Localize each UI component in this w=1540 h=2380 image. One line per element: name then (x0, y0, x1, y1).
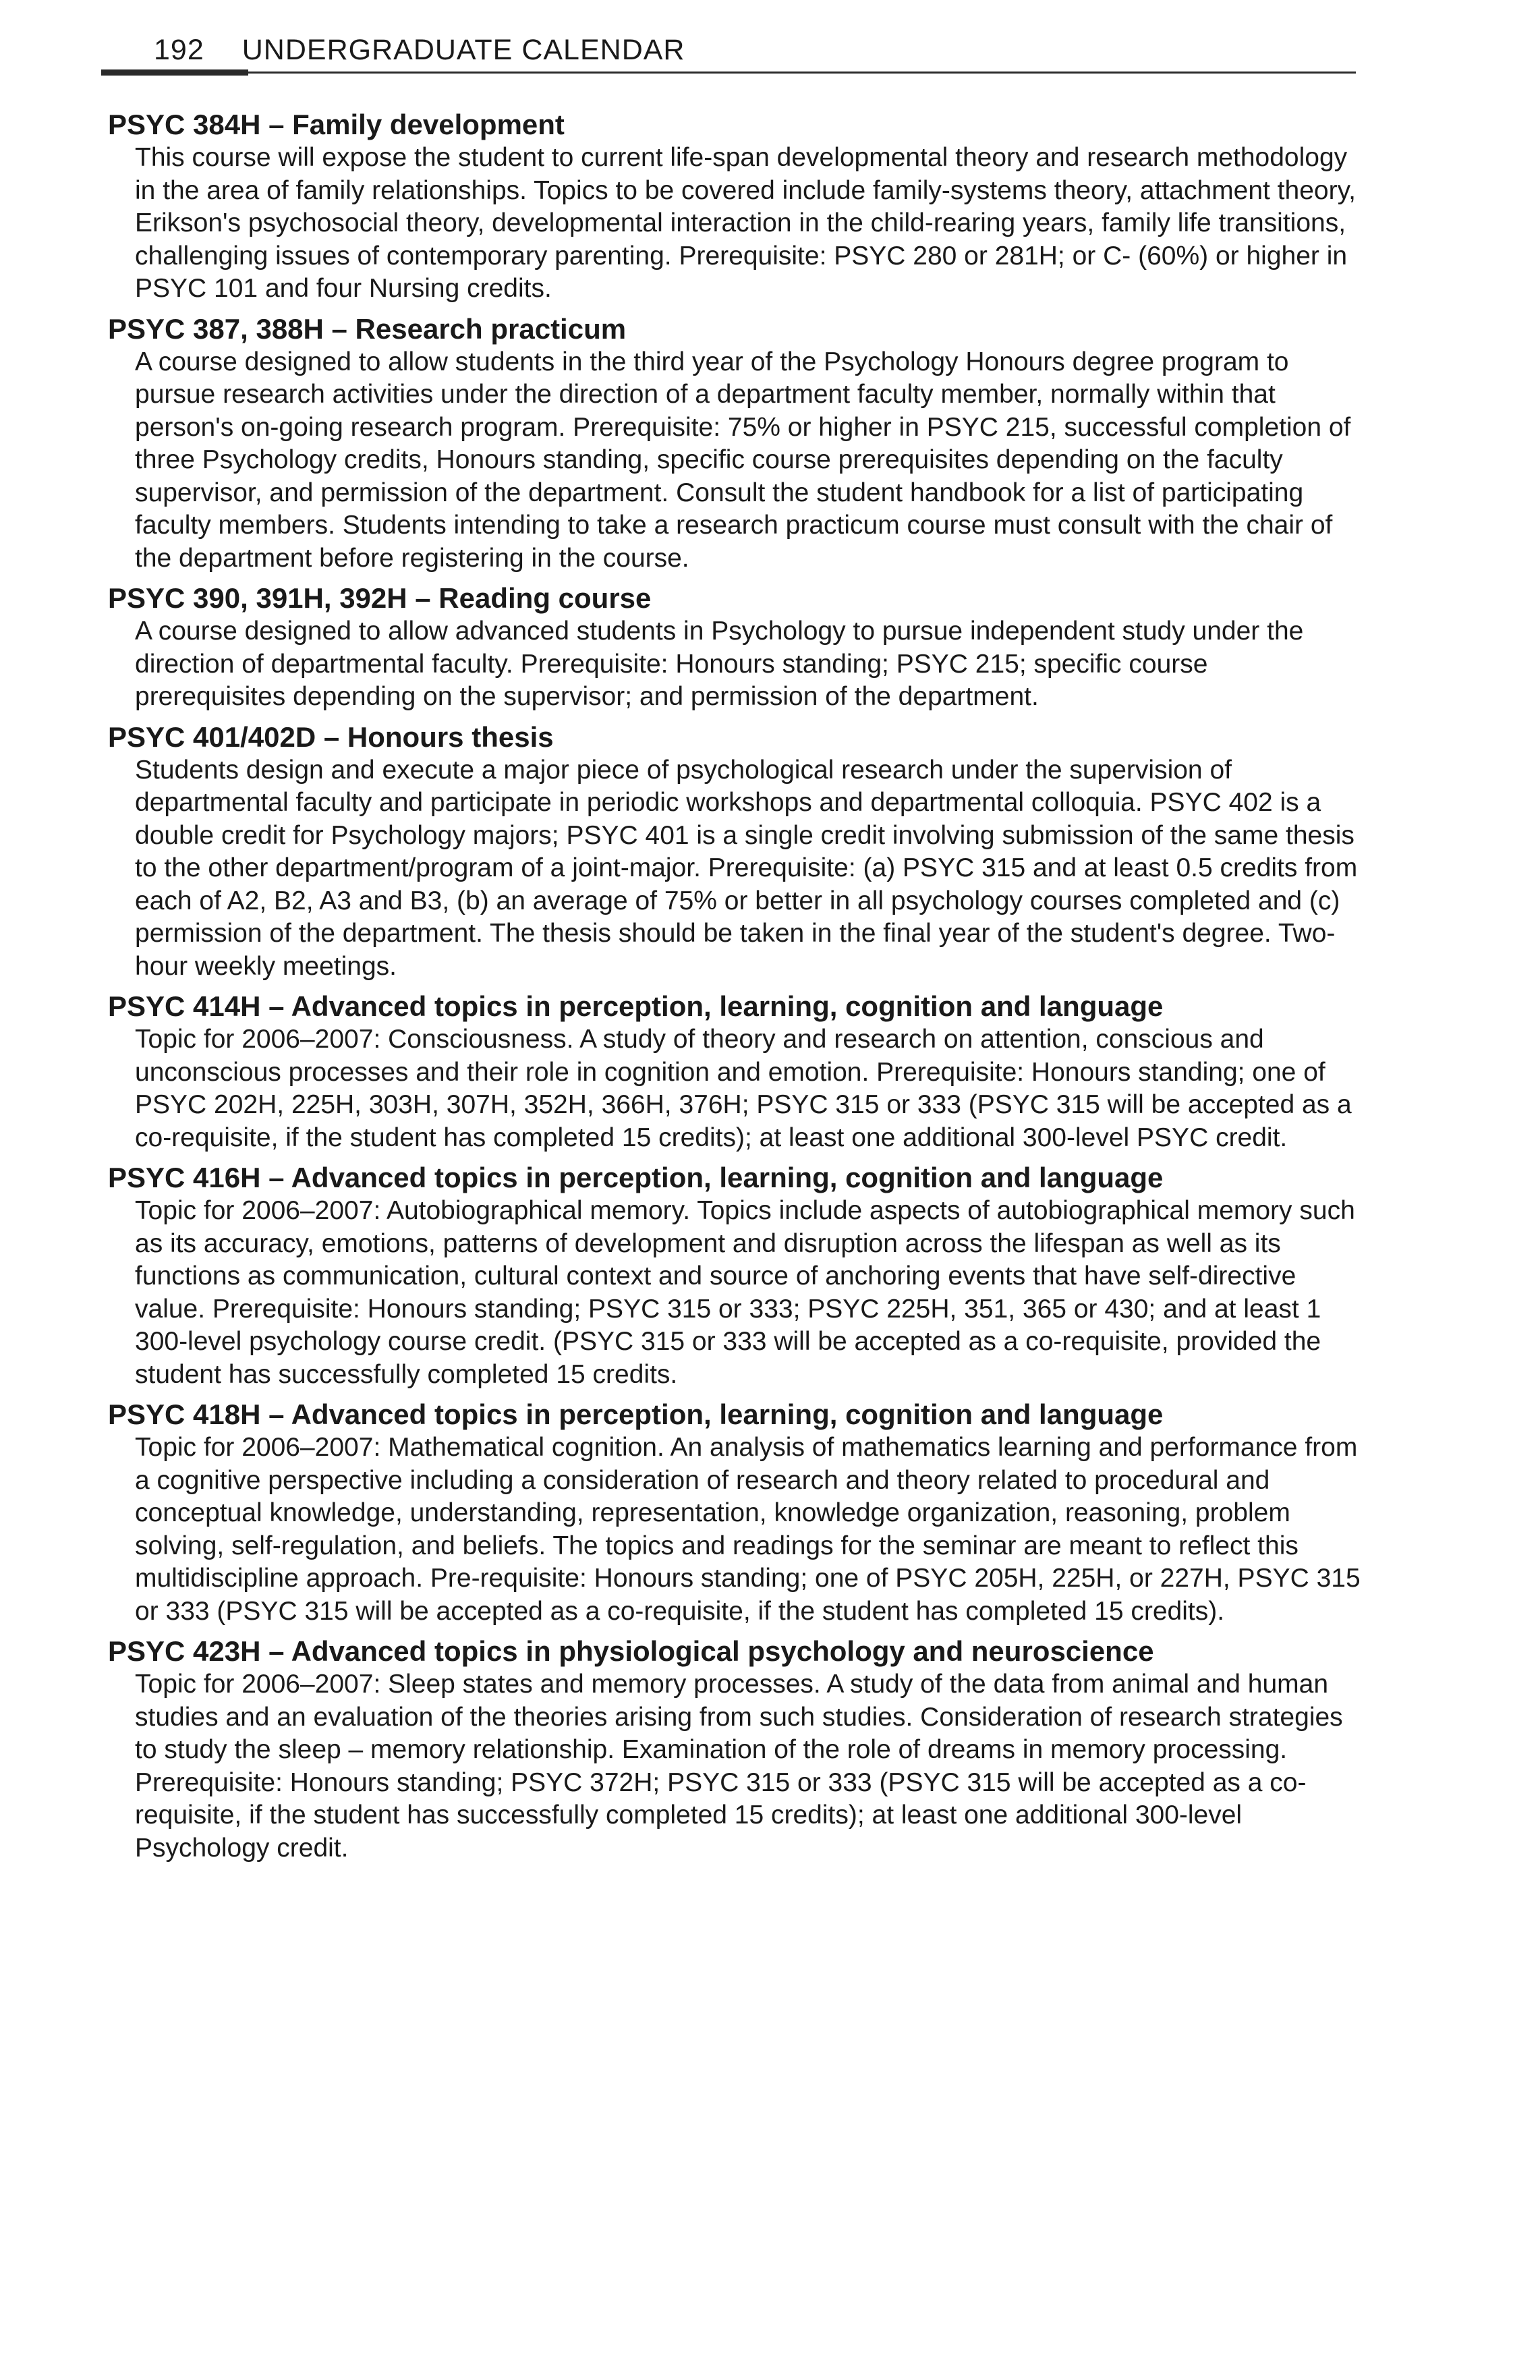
course-entry-psyc-423h (108, 1635, 1363, 1865)
calendar-page (101, 27, 1369, 2361)
course-entry-psyc-390-391h-392h (108, 582, 1363, 714)
course-title: PSYC 384H – Family development (108, 109, 565, 140)
course-entry-psyc-418h (108, 1398, 1363, 1628)
running-title: UNDERGRADUATE CALENDAR (241, 34, 685, 66)
course-title: PSYC 401/402D – Honours thesis (108, 720, 554, 753)
course-title: PSYC 423H – Advanced topics in physiological psychology and neuroscience (108, 1635, 1154, 1667)
course-entry-psyc-414h (108, 990, 1363, 1154)
course-description: Topic for 2006–2007: Mathematical cognition. An analysis of mathematics learning and performance from a cognitive perspective including a consideration of research and theory related to procedural and conceptual knowledge, understanding, representation, knowledge organization, reasoning, problem solving, self-regulation, and beliefs. The topics and readings for the seminar are meant to reflect this multidiscipline approach. Pre-requisite: Honours standing; one of PSYC 205H, 225H, or 227H, PSYC 315 or 333 (PSYC 315 will be accepted as a co-requisite, if the student has completed 15 credits). (135, 1433, 1361, 1626)
course-entry-psyc-387-388h (108, 312, 1363, 575)
page-number: 192 (154, 34, 204, 66)
course-description: Topic for 2006–2007: Autobiographical memory. Topics include aspects of autobiographical memory such as its accuracy, emotions, patterns of development and disruption across the lifespan as well as its functions as communication, cultural context and source of anchoring events that have self-directive value. Prerequisite: Honours standing; PSYC 315 or 333; PSYC 225H, 351, 365 or 430; and at least 1 300-level psychology course credit. (PSYC 315 or 333 will be accepted as a co-requisite, provided the student has successfully completed 15 credits. (135, 1196, 1355, 1389)
course-description: Topic for 2006–2007: Consciousness. A study of theory and research on attention, conscious and unconscious processes and their role in cognition and emotion. Prerequisite: Honours standing; one of PSYC 202H, 225H, 303H, 307H, 352H, 366H, 376H; PSYC 315 or 333 (PSYC 315 will be accepted as a co-requisite, if the student has completed 15 credits); at least one additional 300-level PSYC credit. (135, 1025, 1352, 1152)
course-description: Topic for 2006–2007: Sleep states and memory processes. A study of the data from animal and human studies and an evaluation of the theories arising from such studies. Consideration of research strategies to study the sleep – memory relationship. Examination of the role of dreams in memory processing. Prerequisite: Honours standing; PSYC 372H; PSYC 315 or 333 (PSYC 315 will be accepted as a co-requisite, if the student has successfully completed 15 credits); at least one additional 300-level Psychology credit. (135, 1670, 1343, 1863)
course-title: PSYC 414H – Advanced topics in perception, learning, cognition and language (108, 990, 1164, 1022)
course-description: A course designed to allow students in the third year of the Psychology Honours degree program to pursue research activities under the direction of a department faculty member, normally within that person's on-going research program. Prerequisite: 75% or higher in PSYC 215, successful completion of three Psychology credits, Honours standing, specific course prerequisites depending on the faculty supervisor, and permission of the department. Consult the student handbook for a list of participating faculty members. Students intending to take a research practicum course must consult with the chair of the department before registering in the course. (135, 347, 1351, 573)
course-description: A course designed to allow advanced students in Psychology to pursue independent study under the direction of departmental faculty. Prerequisite: Honours standing; PSYC 215; specific course prerequisites depending on the supervisor; and permission of the department. (135, 617, 1304, 711)
header-rule (101, 72, 1356, 74)
course-title: PSYC 416H – Advanced topics in perception, learning, cognition and language (108, 1162, 1164, 1193)
course-list (108, 108, 1363, 1871)
course-description: This course will expose the student to current life-span developmental theory and research methodology in the area of family relationships. Topics to be covered include family-systems theory, attachment theory, Erikson's psychosocial theory, developmental interaction in the child-rearing years, family life transitions, challenging issues of contemporary parenting. Prerequisite: PSYC 280 or 281H; or C- (60%) or higher in PSYC 101 and four Nursing credits. (135, 143, 1357, 303)
course-title: PSYC 418H – Advanced topics in perception, learning, cognition and language (108, 1398, 1164, 1430)
course-title: PSYC 387, 388H – Research practicum (108, 312, 627, 345)
course-entry-psyc-384h (108, 108, 1363, 306)
course-entry-psyc-401-402d (108, 720, 1363, 984)
course-title: PSYC 390, 391H, 392H – Reading course (108, 582, 652, 614)
course-description: Students design and execute a major piece of psychological research under the supervision of departmental faculty and participate in periodic workshops and departmental colloquia. PSYC 402 is a double credit for Psychology majors; PSYC 401 is a single credit involving submission of the same thesis to the other department/program of a joint-major. Prerequisite: (a) PSYC 315 and at least 0.5 credits from each of A2, B2, A3 and B3, (b) an average of 75% or better in all psychology courses completed and (c) permission of the department. The thesis should be taken in the final year of the student's degree. Two-hour weekly meetings. (135, 755, 1358, 981)
running-header (154, 34, 685, 67)
course-entry-psyc-416h (108, 1161, 1363, 1391)
